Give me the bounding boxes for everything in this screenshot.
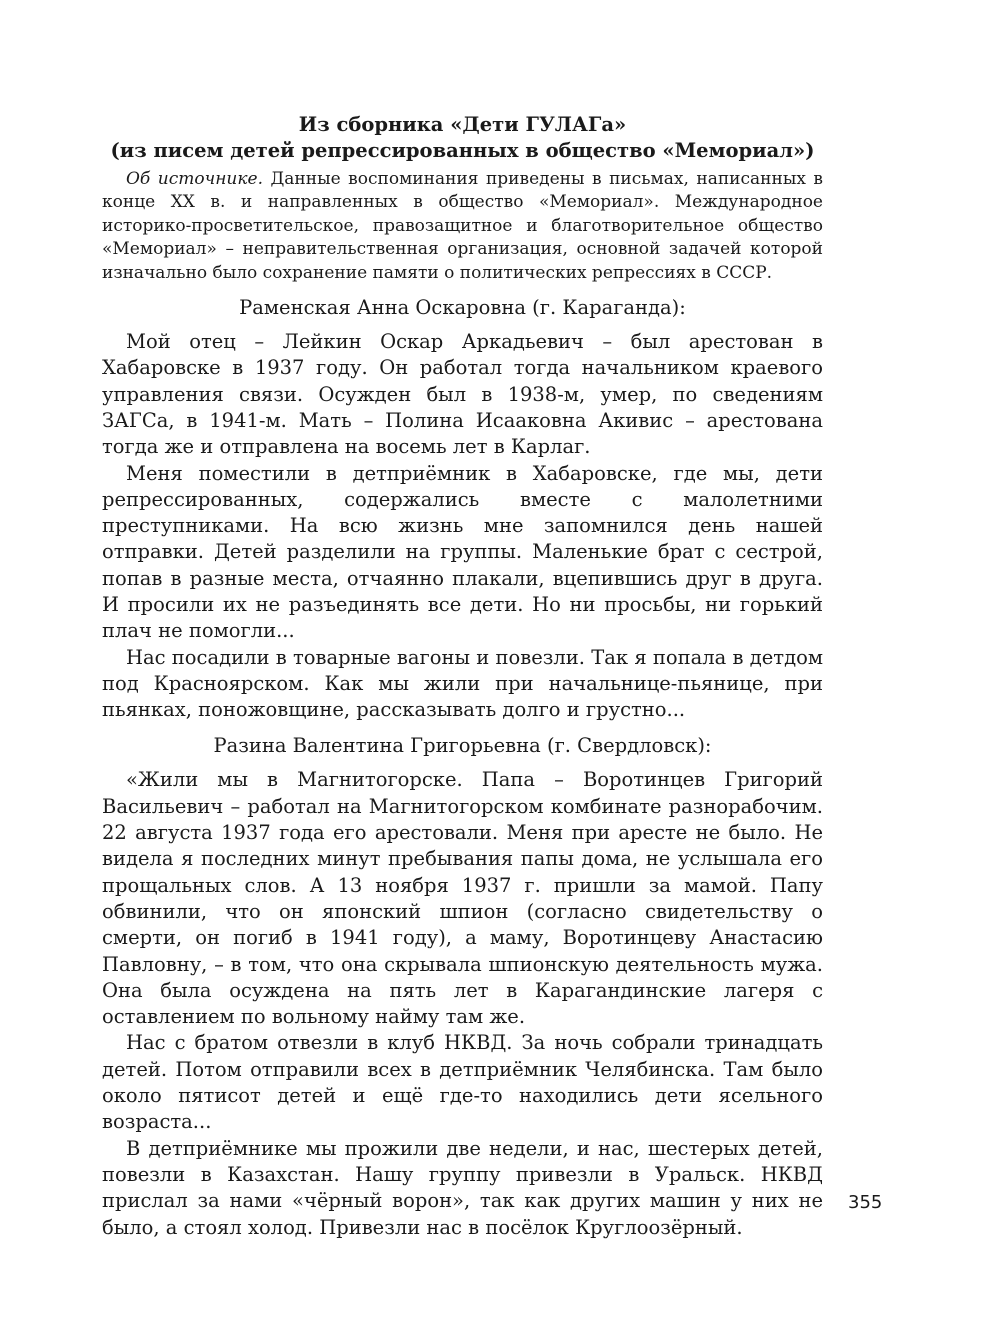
- page-content: [102, 112, 823, 1241]
- source-note: [102, 168, 823, 285]
- section-author: Раменская Анна Оскаровна (г. Караганда):: [239, 296, 686, 320]
- section-1: [102, 295, 823, 723]
- section-2: [102, 733, 823, 1240]
- paragraph: Нас с братом отвезли в клуб НКВД. За ночь собрали тринадцать детей. Потом отправили всех в детприёмник Челябинска. Там было около пятисот детей и ещё где-то находились дети ясельного возраста...: [102, 1031, 823, 1134]
- document-subtitle: (из писем детей репрессированных в общество «Мемориал»): [110, 139, 815, 162]
- document-title: Из сборника «Дети ГУЛАГа»: [298, 113, 627, 136]
- source-note-lead: Об источнике.: [126, 169, 263, 189]
- source-note-text: Данные воспоминания приведены в письмах, написанных в конце XX в. и направленных в общество «Мемориал». Международное историко-просветительское, правозащитное и благотворительное общество «Мемориал» – неправительственная организация, основной задачей которой изначально было сохранение памяти о политических репрессиях в СССР.: [102, 169, 823, 283]
- paragraph: «Жили мы в Магнитогорске. Папа – Воротинцев Григорий Васильевич – работал на Магнитогорском комбинате разнорабочим. 22 августа 1937 года его арестовали. Меня при аресте не было. Не видела я последних минут пребывания папы дома, не услышала его прощальных слов. А 13 ноября 1937 г. пришли за мамой. Папу обвинили, что он японский шпион (согласно свидетельству о смерти, он погиб в 1941 году), а маму, Воротинцеву Анастасию Павловну, – в том, что она скрывала шпионскую деятельность мужа. Она была осуждена на пять лет в Карагандинские лагеря с оставлением по вольному найму там же.: [102, 768, 823, 1029]
- paragraph: Нас посадили в товарные вагоны и повезли. Так я попала в детдом под Красноярском. Как мы жили при начальнице-пьянице, при пьянках, поножовщине, рассказывать долго и грустно...: [102, 645, 823, 722]
- section-author: Разина Валентина Григорьевна (г. Свердловск):: [213, 734, 712, 758]
- paragraph: Меня поместили в детприёмник в Хабаровске, где мы, дети репрессированных, содержались вместе с малолетними преступниками. На всю жизнь мне запомнился день нашей отправки. Детей разделили на группы. Маленькие брат с сестрой, попав в разные места, отчаянно плакали, вцепившись друг в друга. И просили их не разъединять все дети. Но ни просьбы, ни горький плач не помогли...: [102, 461, 823, 643]
- page-number: 355: [848, 1192, 883, 1213]
- paragraph: Мой отец – Лейкин Оскар Аркадьевич – был арестован в Хабаровске в 1937 году. Он работал тогда начальником краевого управления связи. Осужден был в 1938-м, умер, по сведениям ЗАГСа, в 1941-м. Мать – Полина Исааковна Акивис – арестована тогда же и отправлена на восемь лет в Карлаг.: [102, 330, 823, 459]
- paragraph: В детприёмнике мы прожили две недели, и нас, шестерых детей, повезли в Казахстан. Нашу группу привезли в Уральск. НКВД прислал за нами «чёрный ворон», так как других машин у них не было, а стоял холод. Привезли нас в посёлок Круглоозёрный.: [102, 1136, 823, 1239]
